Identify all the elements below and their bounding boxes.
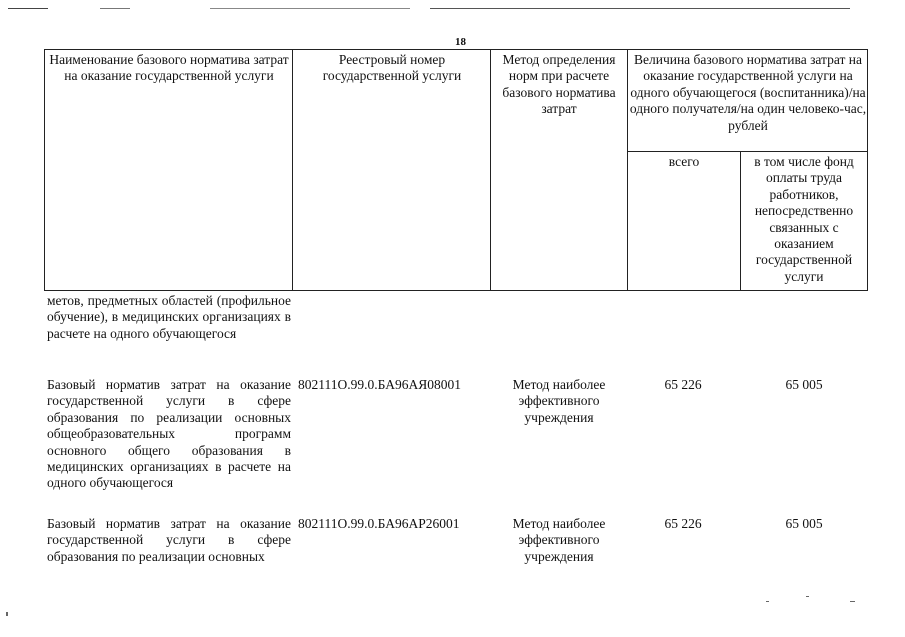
- scan-speck: [766, 601, 769, 602]
- column-divider: [740, 152, 741, 290]
- scan-speck: [850, 601, 855, 602]
- subheader-divider: [627, 151, 867, 152]
- scan-artifact-line: [8, 8, 48, 9]
- scan-artifact-line: [430, 8, 850, 9]
- scan-artifact-line: [100, 8, 130, 9]
- header-value: Величина базового норматива затрат на оказание государственной услуги на одного обучающегося (воспитанника)/на одного получателя/на один человеко-час, рублей: [629, 52, 867, 133]
- row-continuation-name: метов, предметных областей (профильное обучение), в медицинских организациях в расчете на одного обучающегося: [47, 293, 291, 341]
- row-method: Метод наиболее эффективного учреждения: [512, 516, 606, 564]
- scan-speck: [806, 596, 809, 597]
- header-method: Метод определения норм при расчете базового норматива затрат: [502, 52, 616, 117]
- header-name: Наименование базового норматива затрат на оказание государственной услуги: [49, 52, 289, 84]
- row-name: Базовый норматив затрат на оказание государственной услуги в сфере образования по реализации основных общеобразовательных программ основного общего образования в медицинских организациях в расчете на одного обучающегося: [47, 377, 291, 491]
- row-total: 65 226: [664, 377, 702, 392]
- row-including: 65 005: [785, 516, 823, 531]
- header-registry: Реестровый номер государственной услуги: [322, 52, 462, 84]
- column-divider: [490, 50, 491, 290]
- column-divider: [292, 50, 293, 290]
- scan-artifact-line: [210, 8, 410, 9]
- column-divider: [627, 50, 628, 290]
- row-registry: 802111О.99.0.БА96АР26001: [298, 516, 460, 531]
- header-including: в том числе фонд оплаты труда работников, непосредственно связанных с оказанием государственной услуги: [754, 154, 854, 284]
- table-header: [44, 49, 868, 291]
- row-method: Метод наиболее эффективного учреждения: [512, 377, 606, 425]
- row-registry: 802111О.99.0.БА96АЯ08001: [298, 377, 461, 392]
- row-including: 65 005: [785, 377, 823, 392]
- row-total: 65 226: [664, 516, 702, 531]
- page-number: 18: [455, 36, 466, 48]
- header-total: всего: [668, 154, 700, 169]
- row-name: Базовый норматив затрат на оказание государственной услуги в сфере образования по реализации основных: [47, 516, 291, 564]
- scan-speck: [6, 612, 8, 616]
